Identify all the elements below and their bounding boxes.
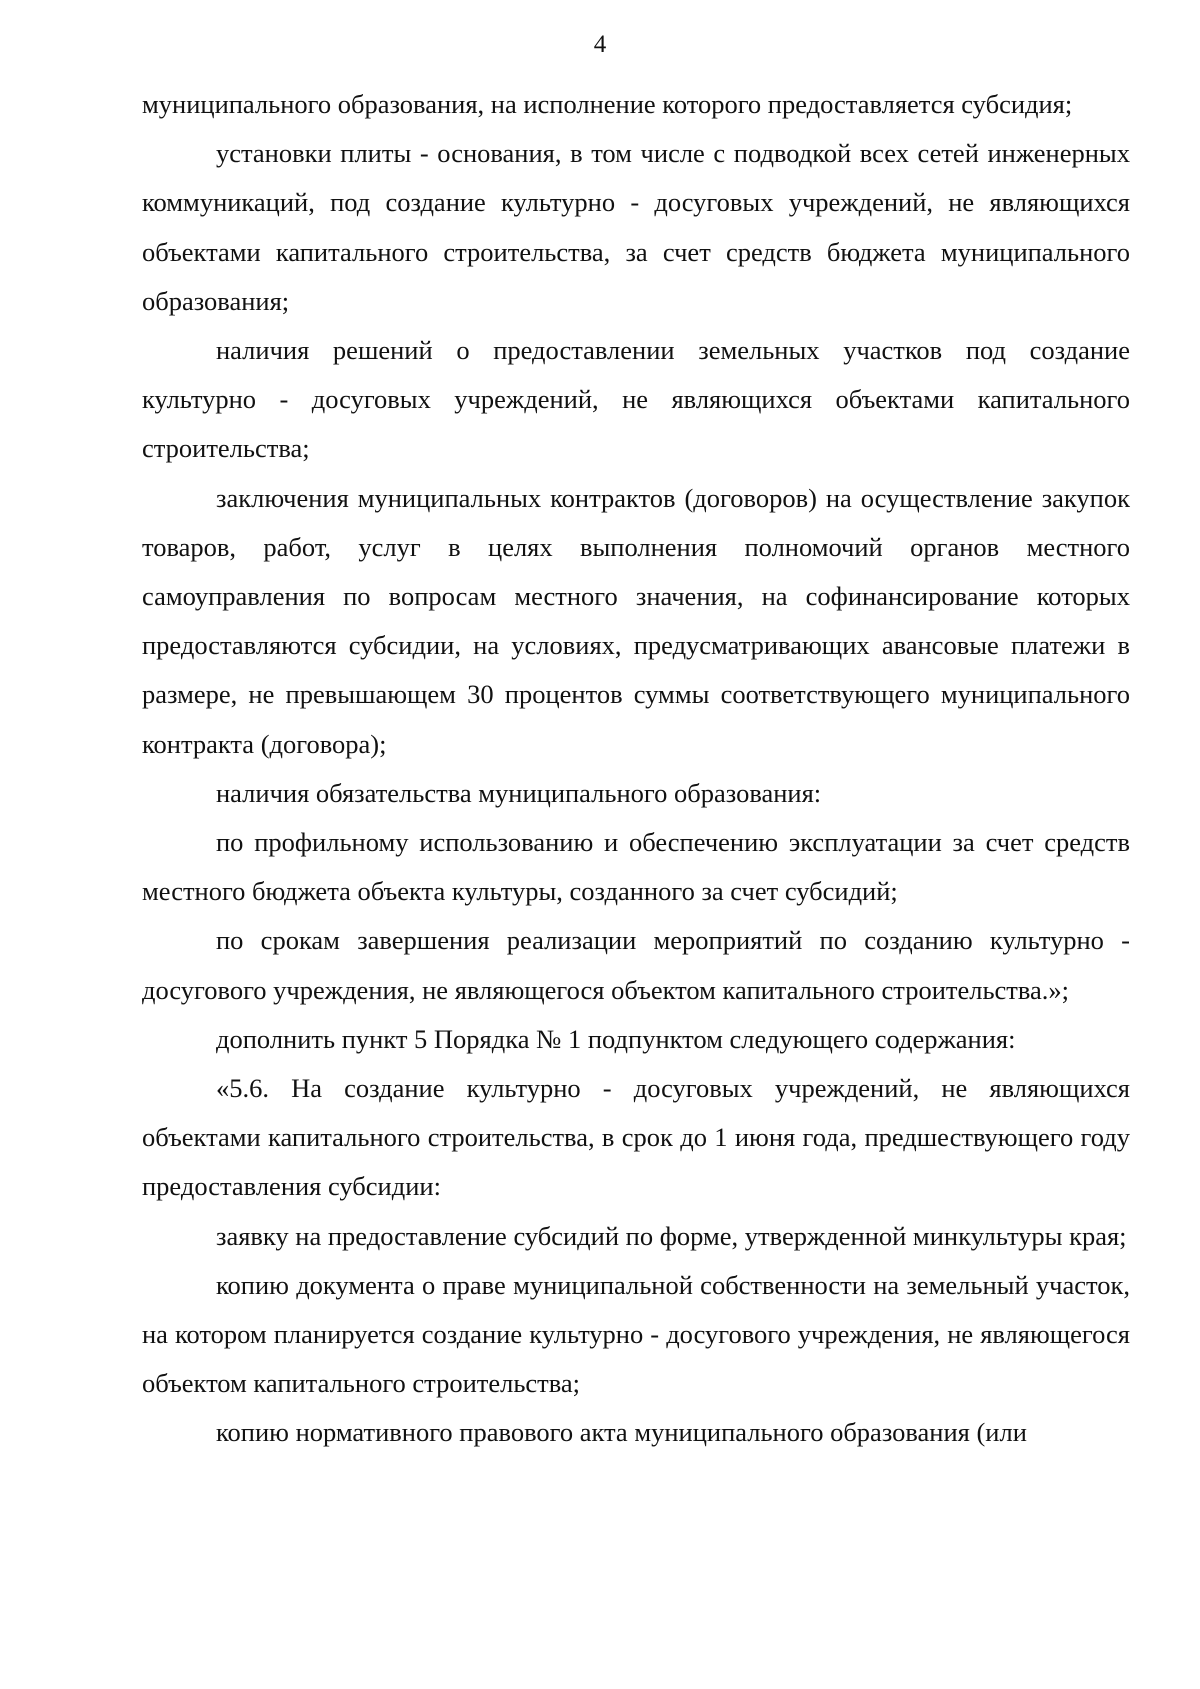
paragraph: заключения муниципальных контрактов (договоров) на осуществление закупок товаров, работ, услуг в целях выполнения полномочий органов местного самоуправления по вопросам местного значения, на софинансирование которых предоставляются субсидии, на условиях, предусматривающих авансовые платежи в размере, не превышающем 30 процентов суммы соответствующего муниципального контракта (договора); [142, 482, 1130, 759]
paragraph: наличия обязательства муниципального образования: [216, 777, 822, 808]
paragraph: заявку на предоставление субсидий по форме, утвержденной минкультуры края; [216, 1220, 1127, 1251]
paragraph: наличия решений о предоставлении земельных участков под создание культурно - досуговых учреждений, не являющихся объектами капитального строительства; [142, 335, 1130, 464]
paragraph: дополнить пункт 5 Порядка № 1 подпунктом следующего содержания: [216, 1023, 1016, 1054]
paragraph: по профильному использованию и обеспечению эксплуатации за счет средств местного бюджета объекта культуры, созданного за счет субсидий; [142, 827, 1130, 907]
paragraph: муниципального образования, на исполнение которого предоставляется субсидия; [142, 89, 1073, 119]
paragraph: по срокам завершения реализации мероприятий по созданию культурно - досугового учреждения, не являющегося объектом капитального строительства.»; [142, 925, 1130, 1005]
paragraph: копию нормативного правового акта муниципального образования (или [216, 1417, 1027, 1448]
paragraph: установки плиты - основания, в том числе с подводкой всех сетей инженерных коммуникаций, под создание культурно - досуговых учреждений, не являющихся объектами капитального строительства, за счет средств бюджета муниципального образования; [142, 138, 1130, 316]
paragraph: копию документа о праве муниципальной собственности на земельный участок, на котором планируется создание культурно - досугового учреждения, не являющегося объектом капитального строительства; [142, 1269, 1130, 1399]
document-body [142, 80, 1130, 1458]
page-number: 4 [593, 31, 607, 58]
paragraph: «5.6. На создание культурно - досуговых учреждений, не являющихся объектами капитального строительства, в срок до 1 июня года, предшествующего году предоставления субсидии: [142, 1073, 1130, 1202]
